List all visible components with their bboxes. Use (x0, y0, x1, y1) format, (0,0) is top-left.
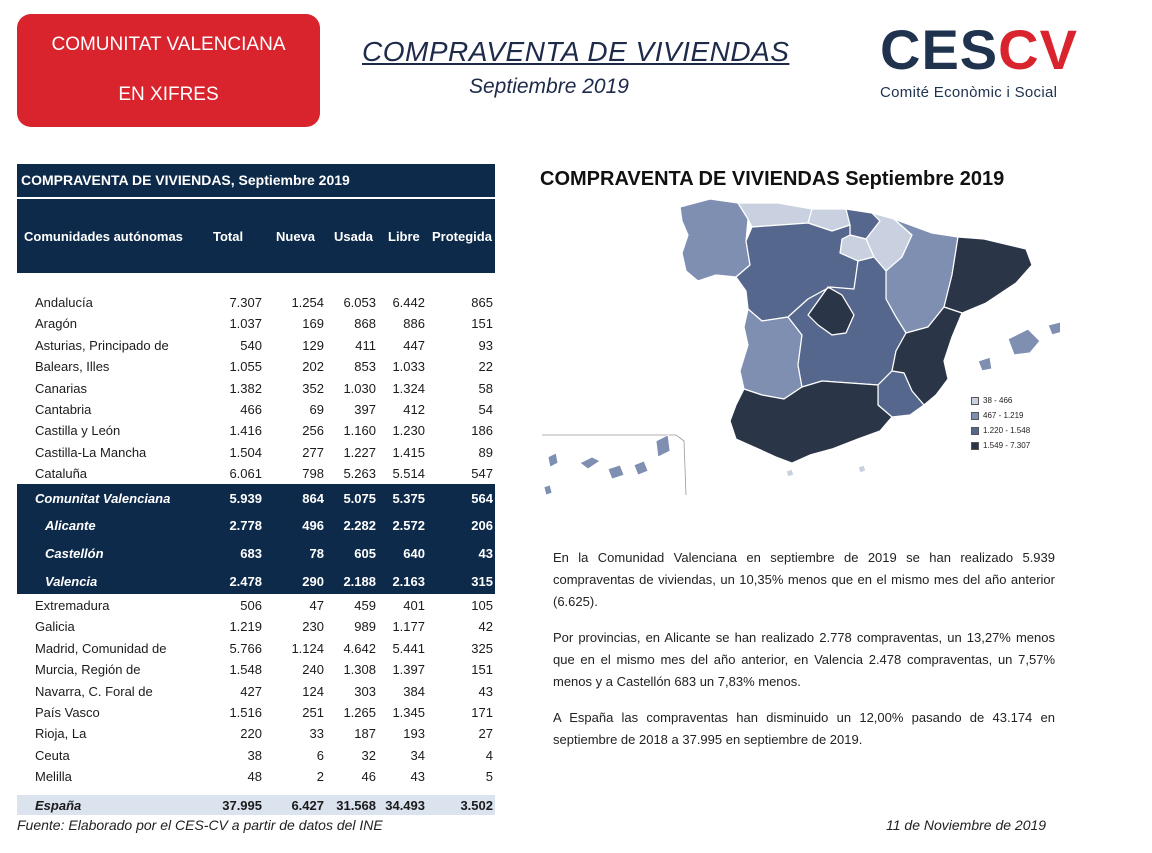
cell-usada: 1.030 (343, 380, 376, 396)
region-canarias-4 (634, 461, 648, 475)
cell-total: 7.307 (229, 295, 262, 310)
cell-libre: 2.572 (392, 518, 425, 533)
canarias-inset (542, 435, 686, 495)
badge-line-2: EN XIFRES (118, 84, 219, 105)
legend-item (971, 438, 1030, 453)
document-subtitle: Septiembre 2019 (469, 75, 629, 98)
table-title (17, 164, 495, 197)
region-cataluna (944, 237, 1032, 313)
row-label: Galicia (35, 619, 75, 635)
region-baleares-menorca (1048, 321, 1060, 335)
cell-total: 6.061 (229, 466, 262, 482)
cell-usada: 605 (354, 546, 376, 561)
region-galicia (680, 199, 750, 281)
cell-total: 1.382 (229, 380, 262, 396)
cell-total: 2.778 (229, 518, 262, 533)
table-header (17, 199, 495, 273)
source-note: Fuente: Elaborado por el CES-CV a partir de datos del INE (17, 817, 383, 833)
header-protegida: Protegida (432, 229, 492, 244)
cell-total: 1.416 (229, 423, 262, 439)
cell-libre: 34.493 (385, 798, 425, 813)
row-label: Canarias (35, 380, 88, 396)
row-label: Navarra, C. Foral de (35, 683, 153, 699)
cell-total: 683 (240, 546, 262, 561)
region-canarias-5 (656, 435, 670, 457)
cell-libre: 1.230 (392, 423, 425, 439)
cell-total: 38 (247, 747, 262, 763)
table-title-text: COMPRAVENTA DE VIVIENDAS, Septiembre 2019 (21, 172, 350, 188)
cell-usada: 46 (361, 769, 376, 785)
map-title: COMPRAVENTA DE VIVIENDAS Septiembre 2019 (540, 168, 1005, 190)
cell-libre: 2.163 (392, 574, 425, 589)
cell-protegida: 4 (485, 747, 493, 763)
cell-protegida: 27 (478, 726, 493, 742)
row-label: País Vasco (35, 705, 100, 720)
cell-usada: 989 (354, 619, 376, 635)
cell-protegida: 93 (478, 337, 493, 353)
row-label: Madrid, Comunidad de (35, 640, 167, 656)
cell-protegida: 186 (471, 423, 493, 439)
cell-libre: 401 (403, 598, 425, 613)
cell-libre: 1.345 (392, 705, 425, 720)
cell-protegida: 564 (471, 491, 493, 506)
cell-protegida: 315 (471, 574, 493, 589)
cell-usada: 397 (354, 402, 376, 417)
region-canarias-2 (580, 457, 600, 469)
region-badge (17, 14, 320, 127)
cell-libre: 5.441 (392, 640, 425, 656)
cell-nueva: 169 (302, 316, 324, 332)
cell-libre: 6.442 (392, 295, 425, 310)
legend-item (971, 408, 1030, 423)
cell-libre: 5.514 (392, 466, 425, 482)
cell-nueva: 864 (302, 491, 324, 506)
cell-usada: 2.188 (343, 574, 376, 589)
region-canarias-6 (544, 485, 552, 495)
cell-nueva: 798 (302, 466, 324, 482)
cell-libre: 34 (410, 747, 425, 763)
cell-total: 1.055 (229, 359, 262, 375)
cell-nueva: 202 (302, 359, 324, 375)
cell-nueva: 277 (302, 444, 324, 460)
legend-swatch-2 (971, 412, 979, 420)
cell-total: 37.995 (222, 798, 262, 813)
cell-usada: 5.075 (343, 491, 376, 506)
cell-nueva: 240 (302, 662, 324, 678)
cell-libre: 412 (403, 402, 425, 417)
paragraph-2: Por provincias, en Alicante se han realizado 2.778 compraventas, un 13,27% menos que en el mismo mes del año anterior, en Valencia 2.478 compraventas, un 7,57% menos y a Castellón 683 un 7,83% menos. (553, 630, 1055, 689)
publication-date: 11 de Noviembre de 2019 (886, 817, 1047, 833)
cell-usada: 1.265 (343, 705, 376, 720)
cell-total: 506 (240, 598, 262, 613)
cell-libre: 1.177 (392, 619, 425, 635)
row-label: Aragón (35, 316, 77, 332)
region-melilla (858, 465, 866, 473)
cell-usada: 303 (354, 683, 376, 699)
header-comunidades: Comunidades autónomas (24, 229, 183, 244)
row-label: Ceuta (35, 747, 70, 763)
cell-nueva: 78 (309, 546, 324, 561)
cell-total: 48 (247, 769, 262, 785)
cell-usada: 4.642 (343, 640, 376, 656)
cell-usada: 5.263 (343, 466, 376, 482)
cell-protegida: 105 (471, 598, 493, 613)
cell-total: 1.037 (229, 316, 262, 332)
cell-protegida: 206 (471, 518, 493, 533)
cell-nueva: 2 (316, 769, 324, 785)
cell-nueva: 496 (302, 518, 324, 533)
cell-usada: 187 (354, 726, 376, 742)
row-label: Valencia (45, 574, 98, 589)
cell-usada: 1.227 (343, 444, 376, 460)
paragraph-3: A España las compraventas han disminuido un 12,00% pasando de 43.174 en septiembre de 2018 a 37.995 en septiembre de 2019. (553, 710, 1055, 747)
spain-choropleth-map (540, 195, 1060, 500)
legend-swatch-4 (971, 442, 979, 450)
paragraph-1: En la Comunidad Valenciana en septiembre de 2019 se han realizado 5.939 compraventas de viviendas, un 10,35% menos que en el mismo mes del año anterior (6.625). (553, 550, 1055, 609)
cell-nueva: 251 (302, 705, 324, 720)
row-label: Cataluña (35, 466, 88, 482)
cell-libre: 1.397 (392, 662, 425, 678)
cell-nueva: 33 (309, 726, 324, 742)
cell-nueva: 69 (309, 402, 324, 417)
legend-item (971, 393, 1030, 408)
header-usada: Usada (334, 229, 374, 244)
cescv-logo (880, 18, 1100, 114)
document-title: COMPRAVENTA DE VIVIENDAS (362, 36, 790, 67)
cell-nueva: 6 (316, 747, 324, 763)
cell-total: 2.478 (229, 574, 262, 589)
logo-tagline: Comité Econòmic i Social (880, 84, 1058, 101)
cell-libre: 1.033 (392, 359, 425, 375)
legend-label-4: 1.549 - 7.307 (983, 441, 1031, 450)
cell-libre: 447 (403, 337, 425, 353)
cell-protegida: 89 (478, 444, 493, 460)
row-label: Rioja, La (35, 726, 87, 742)
cell-total: 1.548 (229, 662, 262, 678)
cell-usada: 853 (354, 359, 376, 375)
legend-label-2: 467 - 1.219 (983, 411, 1024, 420)
cell-protegida: 43 (478, 683, 493, 699)
cell-usada: 6.053 (343, 295, 376, 310)
cell-usada: 1.160 (343, 423, 376, 439)
cell-nueva: 230 (302, 619, 324, 635)
legend-label-1: 38 - 466 (983, 396, 1013, 405)
row-label: Castilla-La Mancha (35, 444, 147, 460)
row-label: Castellón (45, 546, 104, 561)
row-label: Balears, Illes (35, 359, 110, 375)
badge-line-1: COMUNITAT VALENCIANA (51, 34, 286, 55)
cell-usada: 31.568 (336, 798, 376, 813)
cell-nueva: 1.254 (291, 295, 324, 310)
cell-usada: 2.282 (343, 518, 376, 533)
header-total: Total (213, 229, 244, 244)
cell-usada: 32 (361, 747, 376, 763)
cell-total: 1.504 (229, 444, 262, 460)
cell-libre: 43 (410, 769, 425, 785)
cell-libre: 193 (403, 726, 425, 742)
cell-protegida: 547 (471, 466, 493, 482)
row-label: Comunitat Valenciana (35, 491, 171, 506)
cell-libre: 5.375 (392, 491, 425, 506)
region-andalucia (730, 381, 892, 463)
cell-protegida: 5 (485, 769, 493, 785)
region-canarias-1 (548, 453, 558, 467)
cell-libre: 886 (403, 316, 425, 332)
legend-item (971, 423, 1030, 438)
cell-nueva: 290 (302, 574, 324, 589)
cell-nueva: 124 (302, 683, 324, 699)
cell-total: 5.939 (229, 491, 262, 506)
cell-total: 1.516 (229, 705, 262, 720)
cell-total: 540 (240, 337, 262, 353)
cell-protegida: 151 (471, 316, 493, 332)
cell-protegida: 58 (478, 380, 493, 396)
cell-nueva: 6.427 (291, 798, 324, 813)
region-baleares-ibiza (978, 357, 992, 371)
row-label: Melilla (35, 769, 72, 785)
cell-protegida: 3.502 (460, 798, 493, 813)
cell-libre: 640 (403, 546, 425, 561)
cell-protegida: 54 (478, 402, 493, 417)
cell-nueva: 256 (302, 423, 324, 439)
header-libre: Libre (388, 229, 420, 244)
cell-protegida: 151 (471, 662, 493, 678)
cell-total: 5.766 (229, 640, 262, 656)
cell-protegida: 171 (471, 705, 493, 720)
cell-libre: 384 (403, 683, 425, 699)
cell-nueva: 1.124 (291, 640, 324, 656)
row-label: Cantabria (35, 402, 92, 417)
row-label: Murcia, Región de (35, 662, 141, 678)
row-label: Asturias, Principado de (35, 337, 169, 353)
row-label: Castilla y León (35, 423, 121, 439)
region-baleares-mallorca (1008, 329, 1040, 355)
cell-total: 220 (240, 726, 262, 742)
cell-nueva: 352 (302, 380, 324, 396)
row-label: Alicante (45, 518, 96, 533)
row-label: Andalucía (35, 295, 93, 310)
cell-nueva: 47 (309, 598, 324, 613)
cell-total: 466 (240, 402, 262, 417)
cell-usada: 411 (355, 337, 376, 353)
cell-usada: 1.308 (343, 662, 376, 678)
cell-protegida: 325 (471, 640, 493, 656)
cell-protegida: 42 (478, 619, 493, 635)
row-label: Extremadura (35, 598, 110, 613)
cell-nueva: 129 (302, 337, 324, 353)
region-canarias-3 (608, 465, 624, 479)
cell-protegida: 43 (478, 546, 493, 561)
cell-usada: 868 (354, 316, 376, 332)
legend-swatch-3 (971, 427, 979, 435)
cell-total: 1.219 (229, 619, 262, 635)
cell-total: 427 (240, 683, 262, 699)
legend-swatch-1 (971, 397, 979, 405)
region-ceuta (786, 469, 794, 477)
header-nueva: Nueva (276, 229, 316, 244)
cell-usada: 459 (354, 598, 376, 613)
map-legend (971, 393, 1030, 453)
legend-label-3: 1.220 - 1.548 (983, 426, 1031, 435)
cell-protegida: 865 (471, 295, 493, 310)
cell-libre: 1.324 (392, 380, 425, 396)
cell-protegida: 22 (478, 359, 493, 375)
logo-cv: CV (998, 18, 1078, 81)
logo-ces: CES (880, 18, 999, 81)
row-label: España (35, 798, 82, 813)
cell-libre: 1.415 (392, 444, 425, 460)
